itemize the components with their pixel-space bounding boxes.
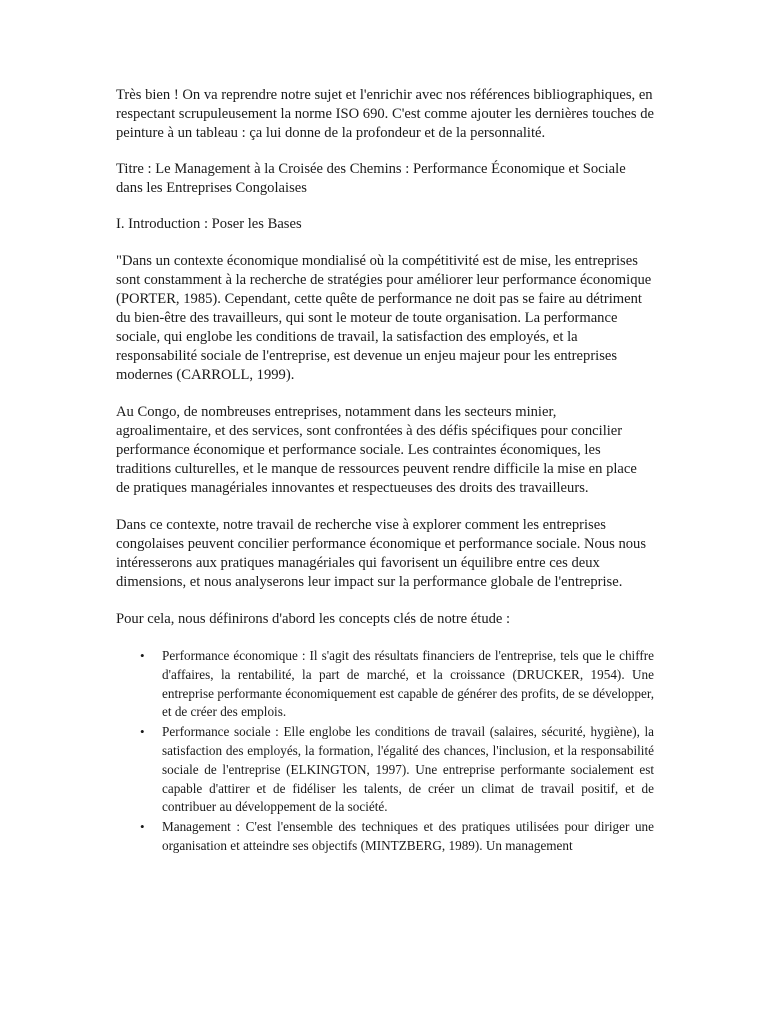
list-item xyxy=(140,818,655,856)
document-title: Titre : Le Management à la Croisée des Chemins : Performance Économique et Sociale dans les Entreprises Congolaises xyxy=(116,161,626,196)
paragraph-research: Dans ce contexte, notre travail de recherche vise à explorer comment les entreprises congolaises peuvent concilier performance économique et performance sociale. Nous nous intéresserons aux pratiques managériales qui favorisent un équilibre entre ces deux dimensions, et nous analyserons leur impact sur la performance globale de l'entreprise. xyxy=(116,517,647,590)
definition-text: Elle englobe les conditions de travail (salaires, sécurité, hygiène), la satisfaction des employés, la formation, l'égalité des chances, l'inclusion, et la responsabilité sociale de l'entreprise (ELKINGTON, 1997). Une entreprise performante socialement est capable d'attirer et de fidéliser les talents, de créer un climat de travail positif, et de contribuer au développement de la société. xyxy=(162,724,655,815)
definition-text: C'est l'ensemble des techniques et des pratiques utilisées pour diriger une organisation et atteindre ses objectifs (MINTZBERG, 1989). Un management xyxy=(162,819,655,853)
definition-term: Management : xyxy=(162,819,241,835)
list-item xyxy=(140,647,655,722)
bullet-icon: • xyxy=(140,648,145,663)
paragraph-congo: Au Congo, de nombreuses entreprises, notamment dans les secteurs minier, agroalimentaire, et des services, sont confrontées à des défis spécifiques pour concilier performance économique et performance sociale. Les contraintes économiques, les traditions culturelles, et le manque de ressources peuvent rendre difficile la mise en place de pratiques managériales innovantes et respectueuses des droits des travailleurs. xyxy=(116,404,637,496)
section-heading: I. Introduction : Poser les Bases xyxy=(116,216,302,232)
bullet-icon: • xyxy=(140,819,145,835)
intro-paragraph: Très bien ! On va reprendre notre sujet et l'enrichir avec nos références bibliographiques, en respectant scrupuleusement la norme ISO 690. C'est comme ajouter les dernières touches de peinture à un tableau : ça lui donne de la profondeur et de la personnalité. xyxy=(116,87,654,141)
bullet-icon: • xyxy=(140,724,145,740)
paragraph-context: "Dans un contexte économique mondialisé où la compétitivité est de mise, les entreprises sont constamment à la recherche de stratégies pour améliorer leur performance économique (PORTER, 1985). Cependant, cette quête de performance ne doit pas se faire au détriment du bien-être des travailleurs, qui sont le moteur de toute organisation. La performance sociale, qui englobe les conditions de travail, la satisfaction des employés, et la responsabilité sociale de l'entreprise, est devenue un enjeu majeur pour les entreprises modernes (CARROLL, 1999). xyxy=(116,253,652,383)
definition-term: Performance sociale : xyxy=(162,724,279,740)
paragraph-concepts-lead: Pour cela, nous définirons d'abord les concepts clés de notre étude : xyxy=(116,611,511,627)
definitions-list xyxy=(116,647,654,856)
list-item xyxy=(140,723,655,817)
definition-text: Il s'agit des résultats financiers de l'entreprise, tels que le chiffre d'affaires, la rentabilité, la part de marché, et la croissance (DRUCKER, 1954). Une entreprise performante économiquement est capable de générer des profits, de se développer, et de créer des emplois. xyxy=(162,648,655,720)
definition-term: Performance économique : xyxy=(162,648,306,663)
